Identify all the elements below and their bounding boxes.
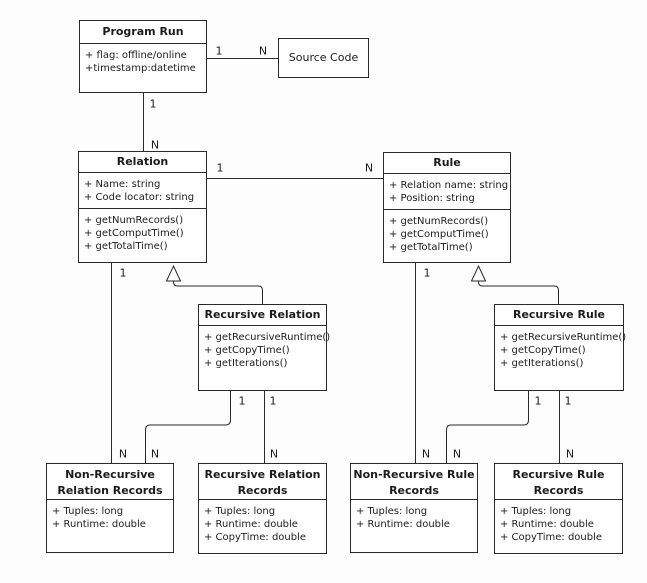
class-non-recursive-rule-records[interactable] (350, 463, 478, 553)
class-non-recursive-relation-records[interactable] (46, 463, 174, 553)
class-title: Recursive Rule Records (495, 464, 622, 500)
multiplicity-label: N (565, 447, 575, 461)
multiplicity-label: 1 (119, 266, 127, 280)
multiplicity-label: 1 (238, 394, 246, 408)
attribute: + Tuples: long (204, 506, 276, 517)
class-program-run[interactable] (79, 20, 207, 93)
operations-compartment (384, 209, 510, 262)
operation: + getRecursiveRuntime() (204, 332, 331, 343)
attribute: + Runtime: double (52, 519, 146, 530)
multiplicity-label: 1 (423, 266, 431, 280)
attribute: + Relation name: string (389, 180, 509, 191)
attribute: + Runtime: double (500, 519, 594, 530)
multiplicity-label: N (150, 447, 160, 461)
operation: + getCopyTime() (204, 345, 290, 356)
operation: + getNumRecords() (84, 215, 184, 226)
multiplicity-label: N (364, 161, 374, 175)
attribute: +timestamp:datetime (85, 63, 196, 74)
operation: + getTotalTime() (84, 241, 168, 252)
multiplicity-label: N (258, 44, 268, 58)
generalization-triangle-rule (472, 266, 486, 281)
class-rule[interactable] (383, 152, 511, 263)
class-title: Recursive Relation Records (199, 464, 326, 500)
operation: + getComputTime() (389, 229, 489, 240)
class-recursive-relation-records[interactable] (198, 463, 327, 554)
class-recursive-relation[interactable] (198, 304, 331, 391)
attributes-compartment (80, 44, 206, 92)
operation: + getNumRecords() (389, 216, 489, 227)
multiplicity-label: 1 (216, 161, 224, 175)
operations-compartment (199, 326, 331, 390)
attribute: + Position: string (389, 193, 475, 204)
operation: + getIterations() (500, 358, 584, 369)
multiplicity-label: 1 (564, 394, 572, 408)
multiplicity-label: N (452, 447, 462, 461)
multiplicity-label: N (150, 138, 160, 152)
attributes-compartment (47, 500, 173, 552)
attribute: + flag: offline/online (85, 50, 187, 61)
class-recursive-rule-records[interactable] (494, 463, 623, 554)
attribute: + Tuples: long (356, 506, 428, 517)
attributes-compartment (79, 173, 206, 208)
class-title: Recursive Rule (495, 305, 623, 326)
attributes-compartment (495, 500, 622, 553)
attribute: + Tuples: long (52, 506, 124, 517)
operations-compartment (79, 208, 206, 262)
operation: + getRecursiveRuntime() (500, 332, 627, 343)
class-title: Program Run (80, 21, 206, 44)
generalization-triangle-relation (167, 266, 181, 281)
attribute: + CopyTime: double (500, 532, 603, 543)
class-title: Non-Recursive Rule Records (351, 464, 477, 500)
attributes-compartment (351, 500, 477, 552)
multiplicity-label: N (269, 447, 279, 461)
attribute: + Runtime: double (204, 519, 298, 530)
operation: + getTotalTime() (389, 242, 473, 253)
multiplicity-label: 1 (534, 394, 542, 408)
attribute: + Name: string (84, 179, 161, 190)
class-source-code[interactable] (278, 38, 369, 78)
class-title: Rule (384, 153, 510, 174)
operations-compartment (495, 326, 627, 390)
generalization-recursive-rule-to-rule (479, 281, 559, 304)
attributes-compartment (199, 500, 326, 553)
multiplicity-label: N (118, 447, 128, 461)
attribute: + Code locator: string (84, 192, 195, 203)
attribute: + Runtime: double (356, 519, 450, 530)
operation: + getIterations() (204, 358, 288, 369)
multiplicity-label: N (421, 447, 431, 461)
class-title: Relation (79, 152, 206, 173)
multiplicity-label: 1 (215, 44, 223, 58)
attribute: + Tuples: long (500, 506, 572, 517)
class-relation[interactable] (78, 151, 207, 263)
class-recursive-rule[interactable] (494, 304, 627, 391)
generalization-recursive-relation-to-relation (174, 281, 263, 304)
attribute: + CopyTime: double (204, 532, 307, 543)
operation: + getCopyTime() (500, 345, 586, 356)
operation: + getComputTime() (84, 228, 184, 239)
multiplicity-label: 1 (149, 97, 157, 111)
multiplicity-label: 1 (269, 394, 277, 408)
class-title: Source Code (288, 51, 359, 64)
class-title: Non-Recursive Relation Records (47, 464, 173, 500)
class-title: Recursive Relation (199, 305, 326, 326)
attributes-compartment (384, 174, 510, 209)
